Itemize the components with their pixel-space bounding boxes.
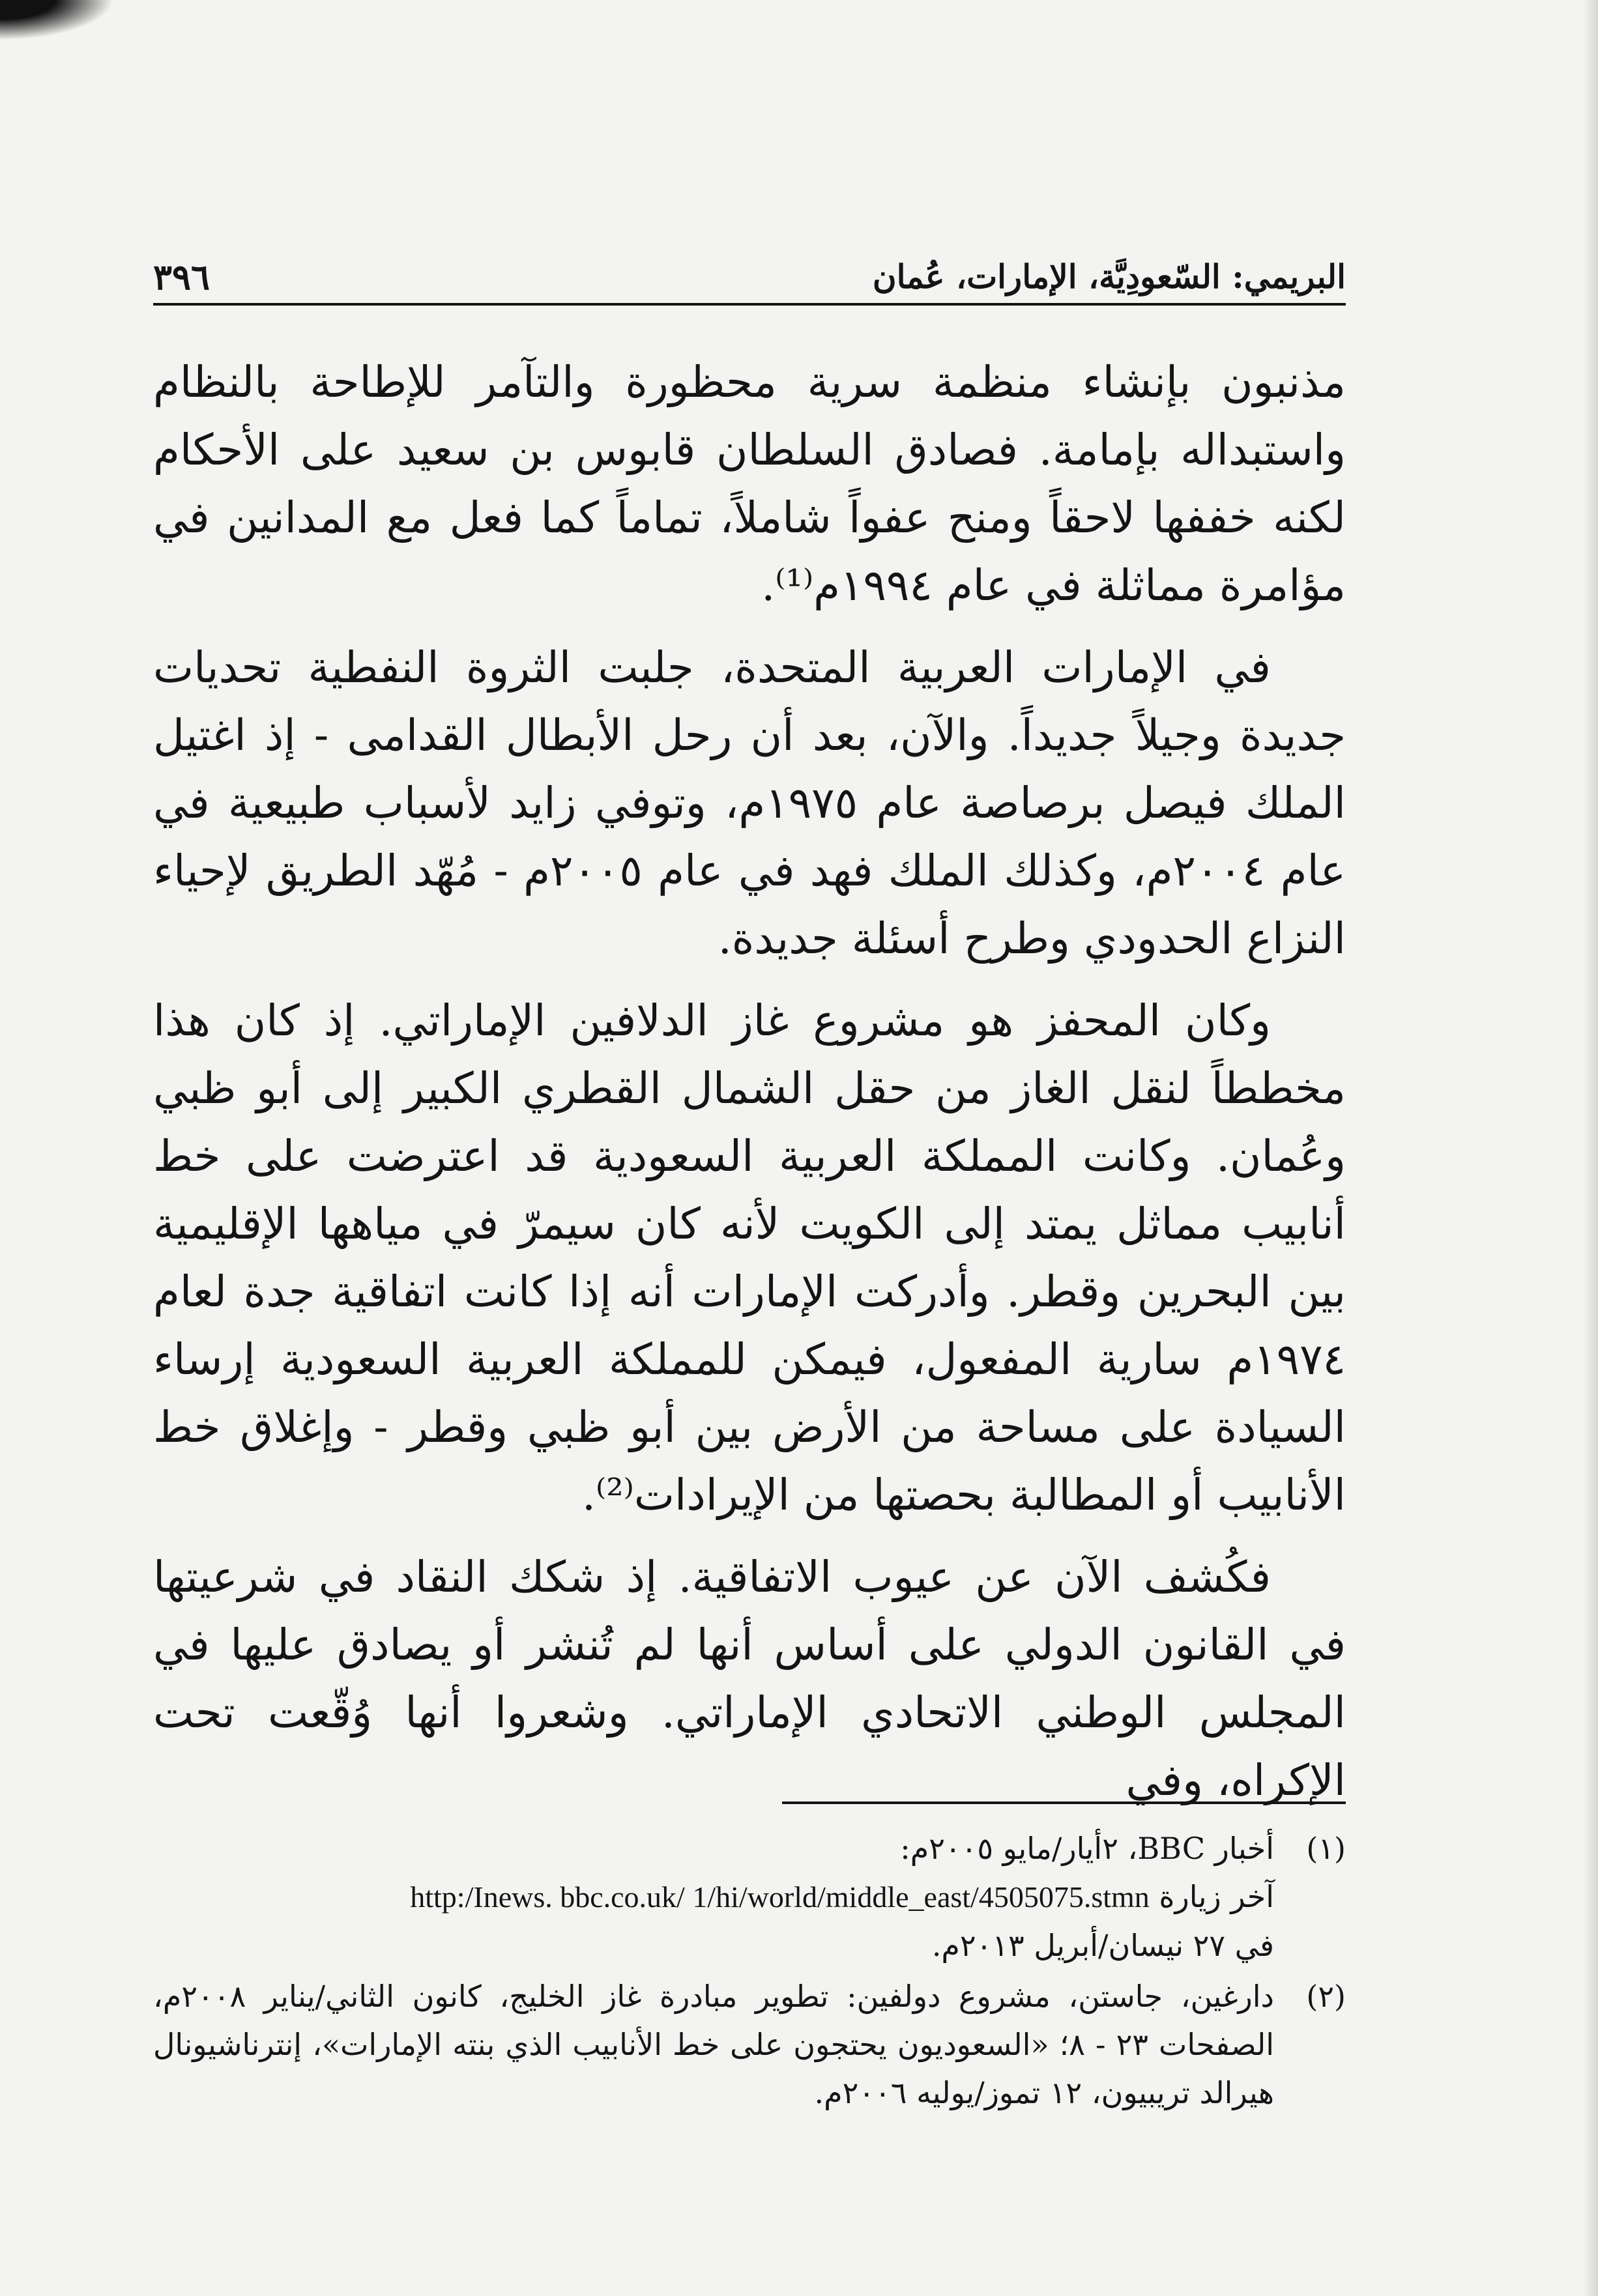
footnote-marker: (٢) bbox=[1306, 1979, 1346, 2014]
paragraph-4: فكُشف الآن عن عيوب الاتفاقية. إذ شكك النقاد في شرعيتها في القانون الدولي على أساس أنها لم تُنشر أو يصادق عليها في المجلس الوطني الاتحادي الإماراتي. وشعروا أنها وُقّعت تحت الإكراه، وفي bbox=[153, 1552, 1346, 1805]
footnote-marker: (١) bbox=[1306, 1831, 1346, 1866]
paragraph-3: وكان المحفز هو مشروع غاز الدلافين الإماراتي. إذ كان هذا مخططاً لنقل الغاز من حقل الشمال القطري الكبير إلى أبو ظبي وعُمان. وكانت المملكة العربية السعودية قد اعترضت على خط أنابيب مماثل يمتد إلى الكويت لأنه كان سيمرّ في مياهها الإقليمية بين البحرين وقطر. وأدركت الإمارات أنه إذا كانت اتفاقية جدة لعام ١٩٧٤م سارية المفعول، فيمكن للمملكة العربية السعودية إرساء السيادة على مساحة من الأرض بين أبو ظبي وقطر - وإغلاق خط الأنابيب أو المطالبة بحصتها من الإيرادات⁽²⁾. bbox=[153, 996, 1346, 1520]
footnote-url-line bbox=[153, 1873, 1274, 1921]
footnote-1 bbox=[153, 1824, 1346, 1970]
footnote-text: دارغين، جاستن، مشروع دولفين: تطوير مبادرة غاز الخليج، كانون الثاني/يناير ٢٠٠٨م، الصفحات ٢٣ - ٨؛ «السعوديون يحتجون على خط الأنابيب الذي بنته الإمارات»، إنترناشيونال هيرالد تريبيون، ١٢ تموز/يوليه ٢٠٠٦م. bbox=[153, 1979, 1275, 2110]
running-title: البريمي: السّعودِيَّة، الإمارات، عُمان bbox=[872, 257, 1346, 296]
footnote-url-suffix: آخر زيارة bbox=[1159, 1879, 1274, 1914]
footnote-text bbox=[153, 1824, 1274, 1970]
paragraph-2: في الإمارات العربية المتحدة، جلبت الثروة النفطية تحديات جديدة وجيلاً جديداً. والآن، بعد أن رحل الأبطال القدامى - إذ اغتيل الملك فيصل برصاصة عام ١٩٧٥م، وتوفي زايد لأسباب طبيعية في عام ٢٠٠٤م، وكذلك الملك فهد في عام ٢٠٠٥م - مُهّد الطريق لإحياء النزاع الحدودي وطرح أسئلة جديدة. bbox=[153, 642, 1346, 964]
footnote-line: أخبار BBC، ٢أيار/مايو ٢٠٠٥م: bbox=[900, 1831, 1274, 1866]
footnote-line: في ٢٧ نيسان/أبريل ٢٠١٣م. bbox=[931, 1928, 1274, 1963]
page-header bbox=[153, 251, 1346, 306]
paragraph-1: مذنبون بإنشاء منظمة سرية محظورة والتآمر للإطاحة بالنظام واستبداله بإمامة. فصادق السلطان قابوس بن سعيد على الأحكام لكنه خففها لاحقاً ومنح عفواً شاملاً، تماماً كما فعل مع المدانين في مؤامرة مماثلة في عام ١٩٩٤م⁽¹⁾. bbox=[153, 357, 1346, 610]
footnote-2 bbox=[153, 1972, 1346, 2117]
body-text bbox=[153, 349, 1346, 1829]
scan-edge-shadow bbox=[1584, 0, 1598, 2296]
page-number: ٣٩٦ bbox=[153, 256, 211, 298]
scan-corner-shadow bbox=[0, 0, 111, 39]
footnote-divider bbox=[782, 1801, 1346, 1804]
footnote-url: http:/Inews. bbc.co.uk/ 1/hi/world/middle_east/4505075.stmn bbox=[410, 1880, 1150, 1914]
footnotes bbox=[153, 1824, 1346, 2119]
